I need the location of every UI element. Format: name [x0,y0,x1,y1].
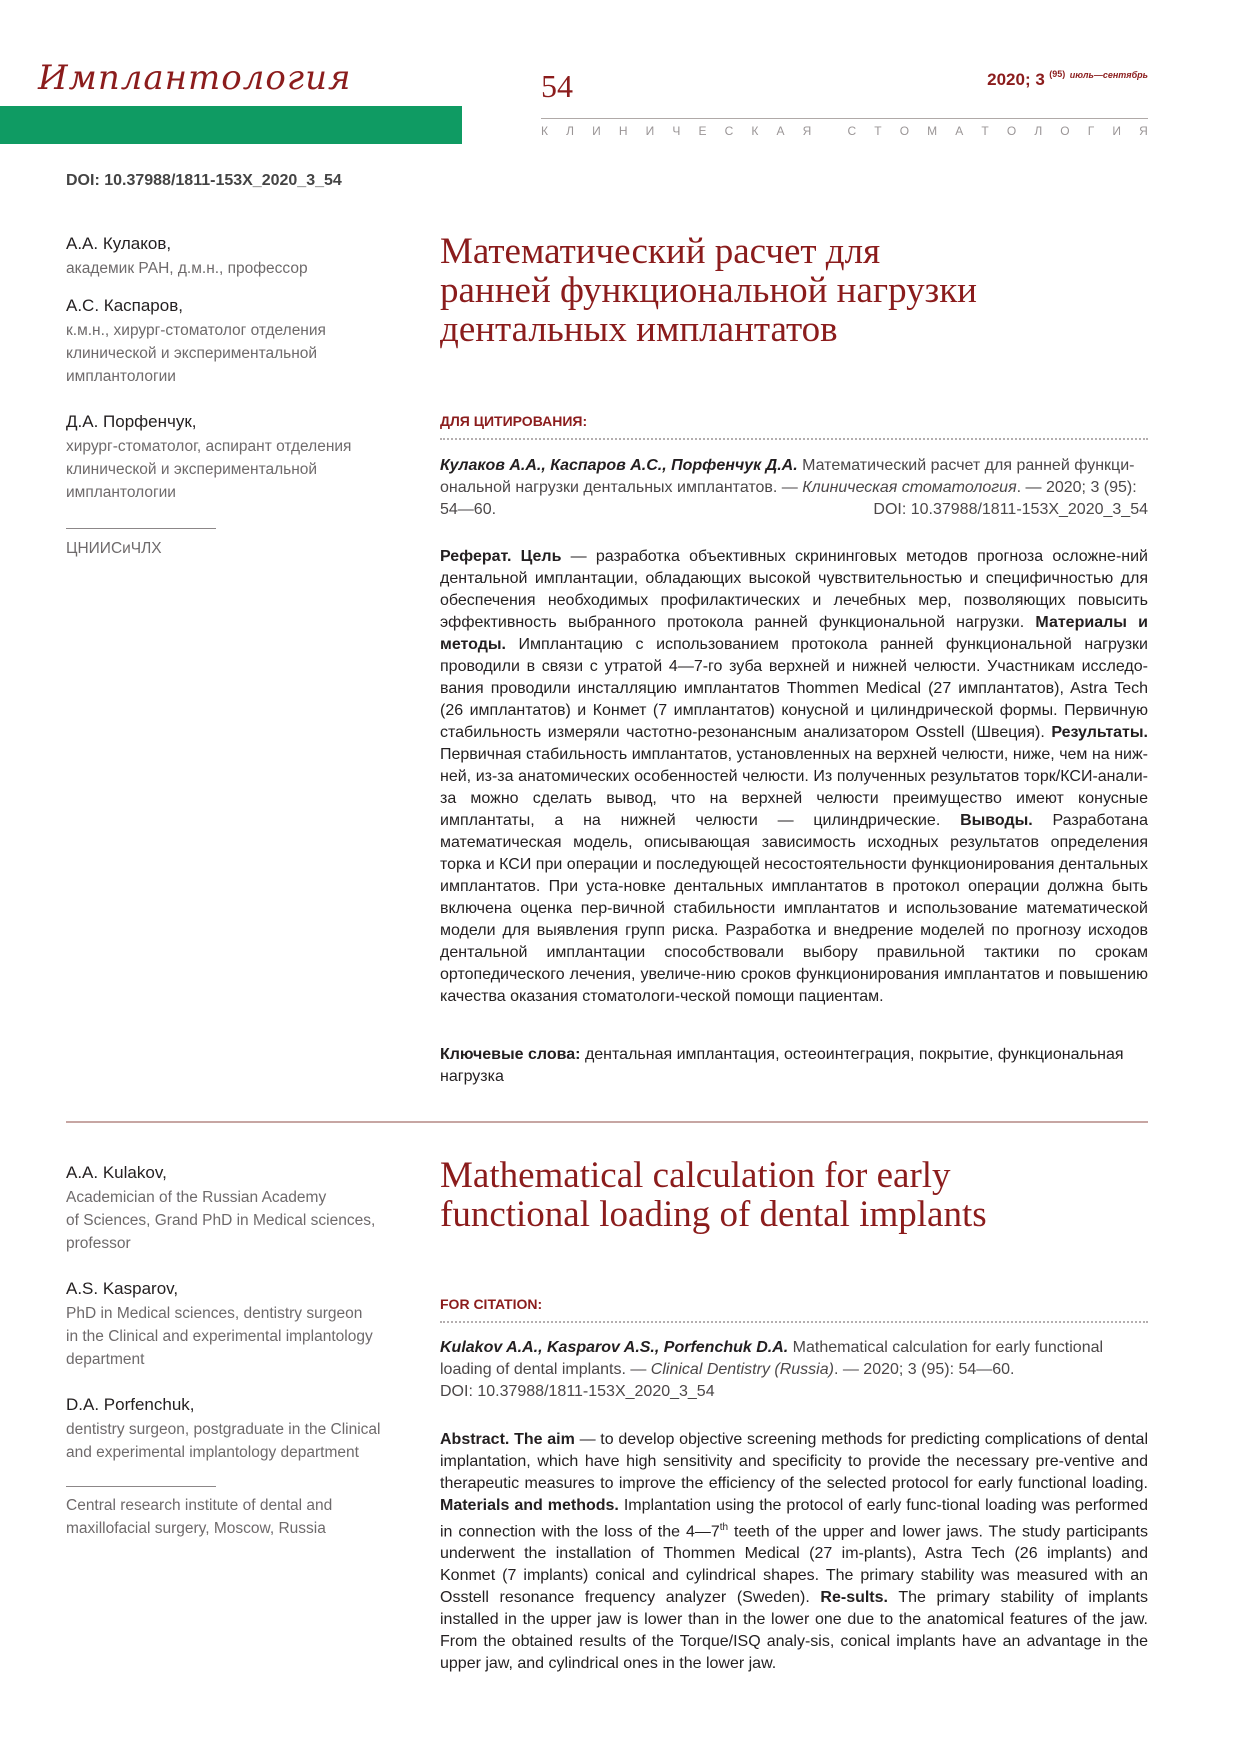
title-line: Mathematical calculation for early [440,1155,951,1196]
affiliation-line: in the Clinical and experimental implantology [66,1328,373,1345]
affiliation-line: professor [66,1235,131,1252]
citation-title: Математический расчет для ранней функци- [797,457,1135,474]
results-text: Первичная стабильность имплантатов, установленных на верхней челюсти, ниже, чем на ниж-ней, из-за анатомических особенностей челюсти. Из полученных результатов торк/КСИ-анали-за можно сделать вывод, что на верхней челюсти преимущество имеют конусные имплантаты, а на нижней челюсти — цилиндрические. [440,746,1148,829]
title-line: Математический расчет для [440,231,881,272]
conclusions-label: Выводы. [960,812,1033,829]
aim-label: Цель [520,548,562,565]
journal-letter: О [1060,124,1070,138]
affiliation-line: department [66,1351,145,1368]
journal-letter: Л [1034,124,1043,138]
issue-year: 2020; 3 [987,70,1045,89]
institution: ЦНИИСиЧЛХ [66,540,162,557]
journal-letter: К [541,124,548,138]
citation-doi: DOI: 10.37988/1811-153X_2020_3_54 [873,501,1148,518]
author-affiliation [66,257,308,280]
affiliation-line: of Sciences, Grand PhD in Medical sciences, [66,1212,376,1229]
journal-letter: К [751,124,759,138]
journal-letter: И [1112,124,1121,138]
author-name: A.A. Kulakov, [66,1163,167,1182]
citation-rule [440,438,1148,440]
citation-part: . — 2020; 3 (95): [1016,479,1137,496]
methods-text: Имплантацию с использованием протокола ранней функциональной нагрузки проводили в связи с утратой 4—7-го зуба верхней и нижней челюсти. Участникам исследо-вания проводили инсталляцию имплантатов Thommen Medical (27 имплантатов), Astra Tech (26 имплантатов) и Конмет (7 имплантатов) конусной и цилиндрической формы. Первичную стабильность измеряли частотно-резонансным анализатором Osstell (Швеция). [440,636,1148,741]
journal-letter: Н [618,124,628,138]
affiliation-line: к.м.н., хирург-стоматолог отделения [66,322,326,339]
abstract-en [440,1429,1148,1675]
language-divider [66,1121,1148,1123]
citation-label: ДЛЯ ЦИТИРОВАНИЯ: [440,413,588,429]
institution-line: maxillofacial surgery, Moscow, Russia [66,1520,326,1537]
aim-text: — разработка объективных скрининговых методов прогноза осложне-ний дентальной имплантации, обладающих высокой чувствительностью и специфичностью для обеспечения необходимых профилактических и лечебных мер, позволяющих повысить эффективность выбранного протокола ранней функциональной нагрузки. [440,548,1148,631]
conclusions-text: Разработана математическая модель, описывающая зависимость исходных результатов определения торка и КСИ при операции и последующей несостоятельности функционирования дентальных имплантатов. При уста-новке дентальных имплантатов в протокол операции должна быть включена оценка пер-вичной стабильности имплантатов и использование математической модели для выявления групп риска. Разработка и внедрение моделей по прогнозу исходов дентальной имплантации способствовали выбору правильной тактики по срокам ортопедического лечения, увеличе-нию сроков функционирования имплантатов и повышению качества оказания стоматологи-ческой помощи пациентам. [440,812,1148,1005]
methods-label: Materials and methods. [440,1497,619,1514]
abstract-label: Реферат. [440,548,512,565]
journal-letter: И [645,124,655,138]
section-name: Имплантология [38,58,352,98]
institution-line: Central research institute of dental and [66,1497,333,1514]
citation-text-en [440,1337,1148,1403]
issue-info [987,70,1148,90]
journal-letter: М [927,124,938,138]
journal-letter: А [776,124,785,138]
citation-journal: Клиническая стоматология [802,479,1017,496]
citation-doi: DOI: 10.37988/1811-153X_2020_3_54 [440,1383,715,1400]
title-line: ранней функциональной нагрузки [440,270,977,311]
title-line: functional loading of dental implants [440,1194,987,1235]
journal-letter: Ч [672,124,681,138]
issue-number: (95) [1049,69,1066,79]
affiliation-line: клинической и экспериментальной [66,461,318,478]
affiliation-line: академик РАН, д.м.н., профессор [66,260,308,277]
journal-letter: Т [981,124,989,138]
citation-part: ональной нагрузки дентальных имплантатов. — [440,479,803,496]
journal-name [541,124,1148,138]
journal-letter: С [724,124,734,138]
affiliation-line: имплантологии [66,368,176,385]
keywords-label: Ключевые слова: [440,1046,581,1063]
results-label: Результаты. [1051,724,1148,741]
citation-authors: Кулаков А.А., Каспаров А.С., Порфенчук Д.А. [440,457,798,474]
journal-letter: Т [874,124,882,138]
journal-letter: С [847,124,857,138]
citation-rule [440,1321,1148,1323]
keywords-ru [440,1044,1148,1088]
journal-letter: Я [802,124,812,138]
affiliation-line: Academician of the Russian Academy [66,1189,327,1206]
citation-pages: 54—60. [440,501,497,518]
results-label: Re-sults. [820,1589,888,1607]
author-name: D.A. Porfenchuk, [66,1395,195,1414]
affiliation-line: клинической и экспериментальной [66,345,318,362]
superscript: th [719,1522,729,1533]
citation-part: loading of dental implants. — [440,1361,651,1378]
author-affiliation [66,1302,373,1371]
section-color-bar [0,106,462,144]
author-name: А.С. Каспаров, [66,296,183,315]
journal-letter: О [1006,124,1017,138]
affiliation-line: and experimental implantology department [66,1444,359,1461]
article-title-en [440,1156,1140,1234]
journal-letter: Л [566,124,574,138]
citation-label: FOR CITATION: [440,1296,543,1312]
aim-text: — to develop objective screening methods for predicting complications of dental implantation, which have high sensitivity and specificity to provide the necessary pre-ventive and therapeutic measures to improve the efficiency of the selected protocol for early functional loading. [440,1431,1149,1492]
citation-part: . — 2020; 3 (95): 54—60. [833,1361,1015,1378]
results-text: The primary stability of implants installed in the upper jaw is lower than in the lower one due to the anatomical features of the jaw. From the obtained results of the Torque/ISQ analy-sis, conical implants have an advantage in the upper jaw, and cylindrical ones in the lower jaw. [440,1589,1148,1673]
journal-letter: Е [698,124,707,138]
journal-letter: А [955,124,964,138]
author-affiliation [66,319,326,388]
methods-label: Материалы и методы. [440,614,1148,653]
journal-letter: Г [1087,124,1095,138]
citation-text-ru [440,455,1148,521]
title-line: дентальных имплантатов [440,309,838,350]
methods-text: Implantation using the protocol of early func-tional loading was performed in connection with the loss of the 4—7 [440,1497,1148,1541]
journal-letter: О [899,124,910,138]
affiliation-line: хирург-стоматолог, аспирант отделения [66,438,352,455]
citation-title: Mathematical calculation for early functional [788,1339,1104,1356]
affiliation-line: имплантологии [66,484,176,501]
author-affiliation [66,1186,375,1255]
abstract-label: Abstract. [440,1431,510,1448]
author-affiliation [66,435,351,504]
author-affiliation [66,1418,381,1464]
journal-letter: Я [1139,124,1148,138]
author-name: A.S. Kasparov, [66,1279,179,1298]
article-title-ru [440,232,1140,349]
header-rule [541,118,1148,119]
affiliation-divider [66,528,216,529]
issue-months: июль—сентябрь [1069,70,1148,80]
journal-letter: И [592,124,601,138]
affiliation-line: dentistry surgeon, postgraduate in the Clinical [66,1421,381,1438]
author-name: Д.А. Порфенчук, [66,412,197,431]
keywords-text: дентальная имплантация, остеоинтеграция, покрытие, функциональная нагрузка [440,1046,1124,1085]
page-number: 54 [541,68,573,104]
aim-label: The aim [514,1431,575,1448]
citation-authors: Kulakov A.A., Kasparov A.S., Porfenchuk D.A. [440,1339,789,1356]
author-name: А.А. Кулаков, [66,234,172,253]
affiliation-divider [66,1486,216,1487]
affiliation-line: PhD in Medical sciences, dentistry surgeon [66,1305,363,1322]
abstract-ru [440,546,1148,1008]
institution [66,1494,332,1540]
article-doi: DOI: 10.37988/1811-153X_2020_3_54 [66,172,342,189]
citation-journal: Clinical Dentistry (Russia) [650,1361,834,1378]
methods-text: teeth of the upper and lower jaws. The study participants underwent the installation of Thommen Medical (27 im-plants), Astra Tech (26 implants) and Konmet (7 implants) conical and cylindrical shapes. The primary stability was measured with an Osstell resonance frequency analyzer (Sweden). [440,1523,1148,1607]
